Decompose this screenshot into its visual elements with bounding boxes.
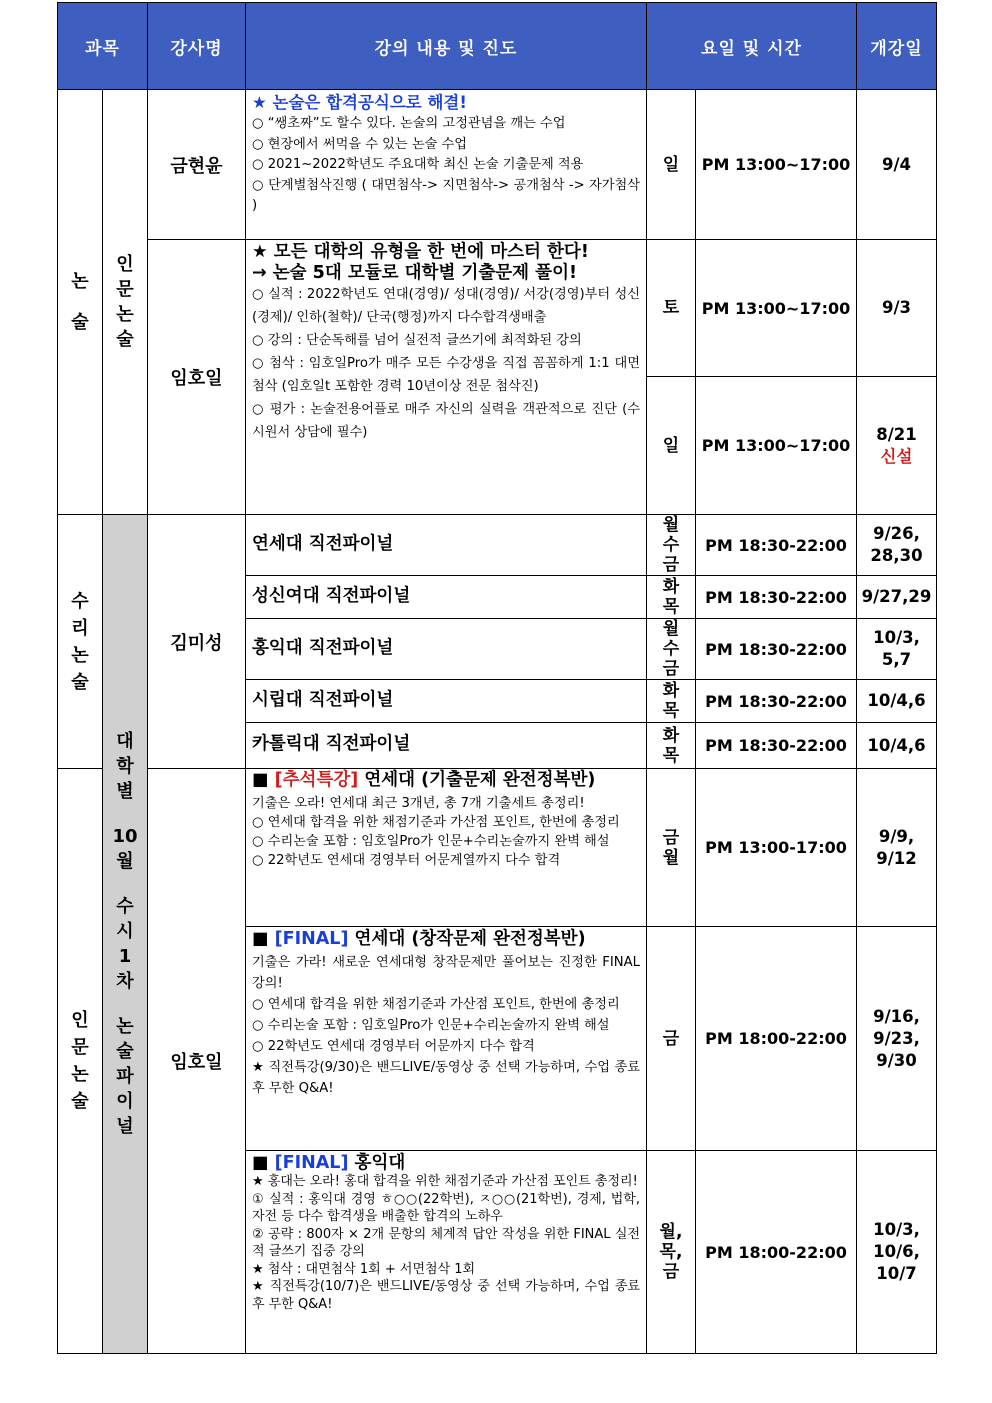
- table-row: [58, 769, 937, 927]
- course-day: 일: [647, 90, 696, 240]
- course-time: PM 13:00~17:00: [696, 90, 857, 240]
- schedule-table: [57, 2, 937, 1354]
- teacher-name: 김미성: [148, 515, 246, 769]
- start-date: 10/3, 5,7: [857, 619, 937, 680]
- course-title: 성신여대 직전파이널: [246, 576, 647, 619]
- header-start-date: 개강일: [857, 3, 937, 90]
- new-badge: 신설: [880, 446, 913, 466]
- course-day: 화 목: [647, 723, 696, 769]
- course-day: 화 목: [647, 680, 696, 723]
- start-date: 9/27,29: [857, 576, 937, 619]
- course-day: 금: [647, 927, 696, 1151]
- start-date: 10/4,6: [857, 680, 937, 723]
- course-day: 일: [647, 377, 696, 515]
- category-inmun-nonsul: 인 문 논 술: [103, 90, 148, 515]
- course-title: 시립대 직전파이널: [246, 680, 647, 723]
- header-subject: 과목: [58, 3, 148, 90]
- subject-inmun: 인 문 논 술: [58, 769, 103, 1354]
- course-description: ★ 논술은 합격공식으로 해결! ○ “쌩초짜”도 할수 있다. 논술의 고정관념을 깨는 수업 ○ 현장에서 써먹을 수 있는 논술 수업 ○ 2021~2022학년도 주요대학 최신 논술 기출문제 적용 ○ 단계별첨삭진행 ( 대면첨삭-> 지면첨삭-> 공개첨삭 -> 자가첨삭 ): [246, 90, 647, 240]
- course-day: 화 목: [647, 576, 696, 619]
- course-description: ■ [FINAL] 연세대 (창작문제 완전정복반) 기출은 가라! 새로운 연세대형 창작문제만 풀어보는 진정한 FINAL 강의! ○ 연세대 합격을 위한 채점기준과 가산점 포인트, 한번에 총정리 ○ 수리논술 포함 : 임호일Pro가 인문+수리논술까지 완벽 해설 ○ 22학년도 연세대 경영부터 어문까지 다수 합격 ★ 직전특강(9/30)은 밴드LIVE/동영상 중 선택 가능하며, 수업 종료 후 무한 Q&A!: [246, 927, 647, 1151]
- subject-nonsul: 논 술: [58, 90, 103, 515]
- header-teacher: 강사명: [148, 3, 246, 90]
- teacher-name: 금현윤: [148, 90, 246, 240]
- table-header: [58, 3, 937, 90]
- teacher-name: 임호일: [148, 769, 246, 1354]
- start-date: 9/4: [857, 90, 937, 240]
- course-title: 연세대 직전파이널: [246, 515, 647, 576]
- start-date: 10/3, 10/6, 10/7: [857, 1151, 937, 1354]
- table-row: [58, 90, 937, 240]
- header-schedule: 요일 및 시간: [647, 3, 857, 90]
- course-time: PM 18:00-22:00: [696, 927, 857, 1151]
- category-final: 대 학 별 10 월 수 시 1 차 논 술 파 이 널: [103, 515, 148, 1354]
- course-time: PM 18:30-22:00: [696, 680, 857, 723]
- table-row: [58, 240, 937, 377]
- start-date: 8/21 신설: [857, 377, 937, 515]
- start-date: 10/4,6: [857, 723, 937, 769]
- course-time: PM 13:00~17:00: [696, 377, 857, 515]
- table-row: [58, 515, 937, 576]
- course-description: ■ [FINAL] 홍익대 ★ 홍대는 오라! 홍대 합격을 위한 채점기준과 가산점 포인트 총정리! ① 실적 : 홍익대 경영 ㅎ○○(22학번), ㅈ○○(21학번), 경제, 법학, 자전 등 다수 합격생을 배출한 합격의 노하우 ② 공략 : 800자 × 2개 문항의 체계적 답안 작성을 위한 FINAL 실전적 글쓰기 집중 강의 ★ 첨삭 : 대면첨삭 1회 + 서면첨삭 1회 ★ 직전특강(10/7)은 밴드LIVE/동영상 중 선택 가능하며, 수업 종료 후 무한 Q&A!: [246, 1151, 647, 1354]
- course-time: PM 18:30-22:00: [696, 619, 857, 680]
- course-time: PM 18:30-22:00: [696, 515, 857, 576]
- start-date: 9/16, 9/23, 9/30: [857, 927, 937, 1151]
- course-time: PM 18:00-22:00: [696, 1151, 857, 1354]
- course-day: 월, 목, 금: [647, 1151, 696, 1354]
- course-time: PM 18:30-22:00: [696, 576, 857, 619]
- start-date: 9/3: [857, 240, 937, 377]
- course-time: PM 18:30-22:00: [696, 723, 857, 769]
- start-date: 9/26, 28,30: [857, 515, 937, 576]
- course-day: 토: [647, 240, 696, 377]
- course-day: 월 수 금: [647, 515, 696, 576]
- course-title: 홍익대 직전파이널: [246, 619, 647, 680]
- subject-suri: 수 리 논 술: [58, 515, 103, 769]
- start-date: 9/9, 9/12: [857, 769, 937, 927]
- teacher-name: 임호일: [148, 240, 246, 515]
- course-title: 카톨릭대 직전파이널: [246, 723, 647, 769]
- course-description: ■ [추석특강] 연세대 (기출문제 완전정복반) 기출은 오라! 연세대 최근 3개년, 총 7개 기출세트 총정리! ○ 연세대 합격을 위한 채점기준과 가산점 포인트, 한번에 총정리 ○ 수리논술 포함 : 임호일Pro가 인문+수리논술까지 완벽 해설 ○ 22학년도 연세대 경영부터 어문계열까지 다수 합격: [246, 769, 647, 927]
- course-day: 금 월: [647, 769, 696, 927]
- course-day: 월 수 금: [647, 619, 696, 680]
- course-time: PM 13:00~17:00: [696, 240, 857, 377]
- course-time: PM 13:00-17:00: [696, 769, 857, 927]
- header-content: 강의 내용 및 진도: [246, 3, 647, 90]
- course-description: ★ 모든 대학의 유형을 한 번에 마스터 한다! → 논술 5대 모듈로 대학별 기출문제 풀이! ○ 실적 : 2022학년도 연대(경영)/ 성대(경영)/ 서강(경영)부터 성신(경제)/ 인하(철학)/ 단국(행정)까지 다수합격생배출 ○ 강의 : 단순독해를 넘어 실전적 글쓰기에 최적화된 강의 ○ 첨삭 : 임호일Pro가 매주 모든 수강생을 직접 꼼꼼하게 1:1 대면첨삭 (임호일t 포함한 경력 10년이상 전문 첨삭진) ○ 평가 : 논술전용어플로 매주 자신의 실력을 객관적으로 진단 (수시원서 상담에 필수): [246, 240, 647, 515]
